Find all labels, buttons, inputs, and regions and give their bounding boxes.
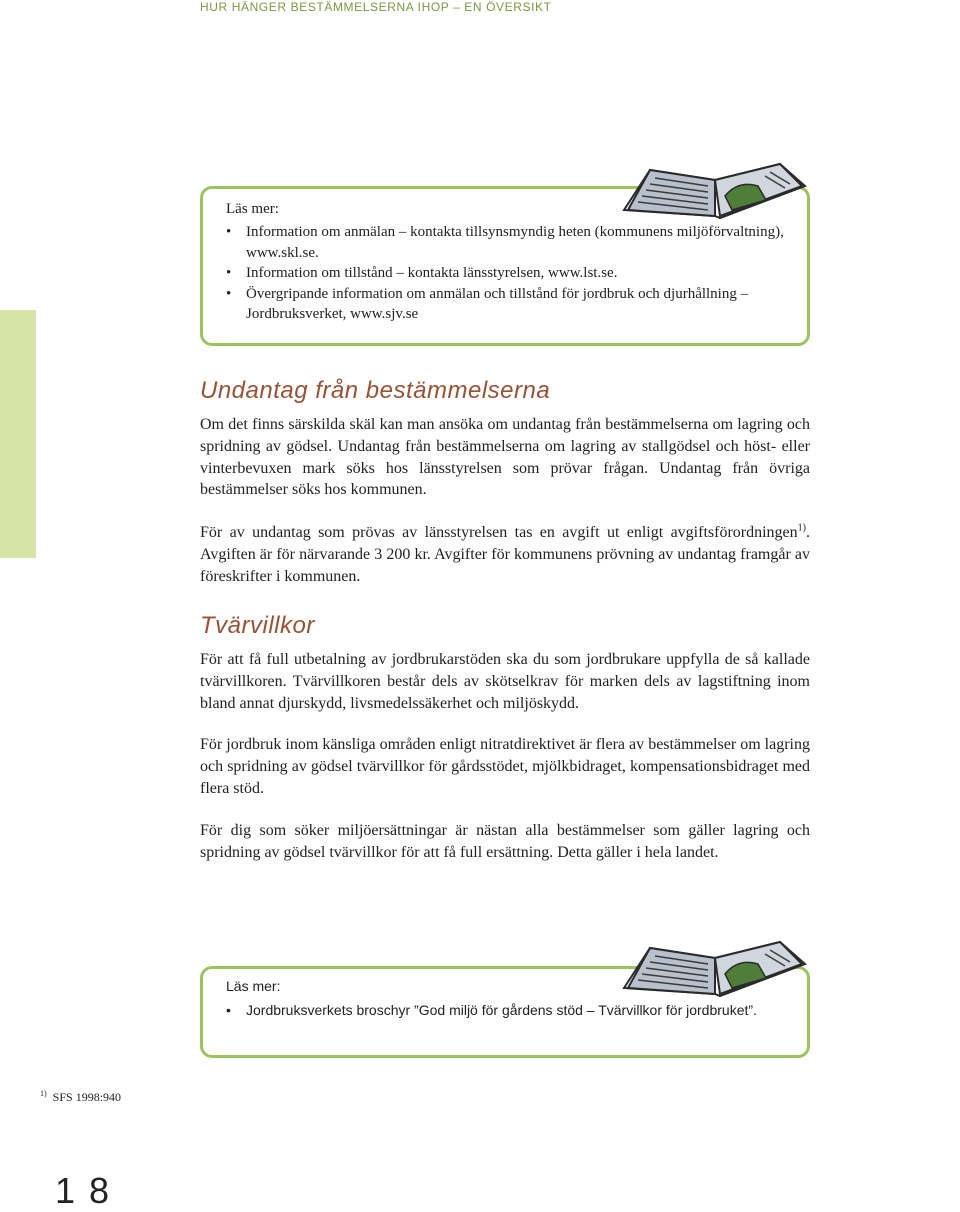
open-book-icon	[620, 160, 810, 220]
paragraph-with-footnote	[200, 522, 810, 587]
read-more-title: Läs mer:	[226, 978, 281, 994]
paragraph: Om det finns särskilda skäl kan man ansöka om undantag från bestämmelserna om lagring och spridning av gödsel. Undantag från bestämmelserna om lagring av stallgödsel och höst- eller vinterbevuxen mark söks hos länsstyrelsen som prövar frågan. Undantag från övriga bestämmelser söks hos kommunen.	[200, 416, 810, 499]
side-color-bar	[0, 310, 36, 558]
footnote-ref: 1)	[797, 522, 806, 534]
bullet-icon: •	[226, 265, 232, 281]
footnote-marker: 1)	[40, 1089, 47, 1098]
section-heading-undantag: Undantag från bestämmelserna	[200, 377, 551, 404]
list-item	[226, 222, 791, 263]
paragraph-text: . Avgiften är för närvarande 3 200 kr. Avgifter för kommunens prövning av undantag framgår av föreskrifter i kommunen.	[200, 524, 810, 585]
read-more-title: Läs mer:	[226, 201, 279, 217]
list-item	[226, 284, 791, 325]
paragraph: För dig som söker miljöersättningar är nästan alla bestämmelser som gäller lagring och spridning av gödsel tvärvillkor för att få full ersättning. Detta gäller i hela landet.	[200, 822, 810, 861]
list-item-text: Övergripande information om anmälan och tillstånd för jordbruk och djurhållning – Jordbruksverket, www.sjv.se	[246, 285, 749, 322]
page-number: 18	[55, 1170, 124, 1211]
open-book-icon	[620, 938, 810, 998]
list-item-text: Information om tillstånd – kontakta länsstyrelsen, www.lst.se.	[246, 265, 618, 281]
footnote-text: SFS 1998:940	[52, 1090, 122, 1104]
list-item-text: Jordbruksverkets broschyr ”God miljö för gårdens stöd – Tvärvillkor för jordbruket”.	[246, 1002, 757, 1018]
paragraph: För jordbruk inom känsliga områden enligt nitratdirektivet är flera av bestämmelser om lagring och spridning av gödsel tvärvillkor för gårdsstödet, mjölkbidraget, kompensationsbidraget med flera stöd.	[200, 736, 810, 797]
read-more-list	[226, 1000, 791, 1021]
read-more-list	[226, 222, 791, 325]
section-heading-tvarvillkor: Tvärvillkor	[200, 612, 315, 639]
bullet-icon: •	[226, 1002, 231, 1018]
running-head: HUR HÄNGER BESTÄMMELSERNA IHOP – EN ÖVERSIKT	[200, 0, 552, 14]
footnote	[40, 1090, 121, 1105]
paragraph-text: För av undantag som prövas av länsstyrelsen tas en avgift ut enligt avgiftsförordningen	[200, 524, 798, 541]
paragraph: För att få full utbetalning av jordbrukarstöden ska du som jordbrukare uppfylla de så kallade tvärvillkoren. Tvärvillkoren består dels av skötselkrav för marken dels av lagstiftning inom bland annat djurskydd, livsmedelssäkerhet och miljöskydd.	[200, 651, 810, 712]
bullet-icon: •	[226, 285, 232, 302]
list-item	[226, 1000, 791, 1021]
bullet-icon: •	[226, 224, 232, 240]
list-item-text: Information om anmälan – kontakta tillsynsmyndig heten (kommunens miljöförvaltning), www.skl.se.	[246, 224, 784, 261]
list-item	[226, 263, 791, 284]
